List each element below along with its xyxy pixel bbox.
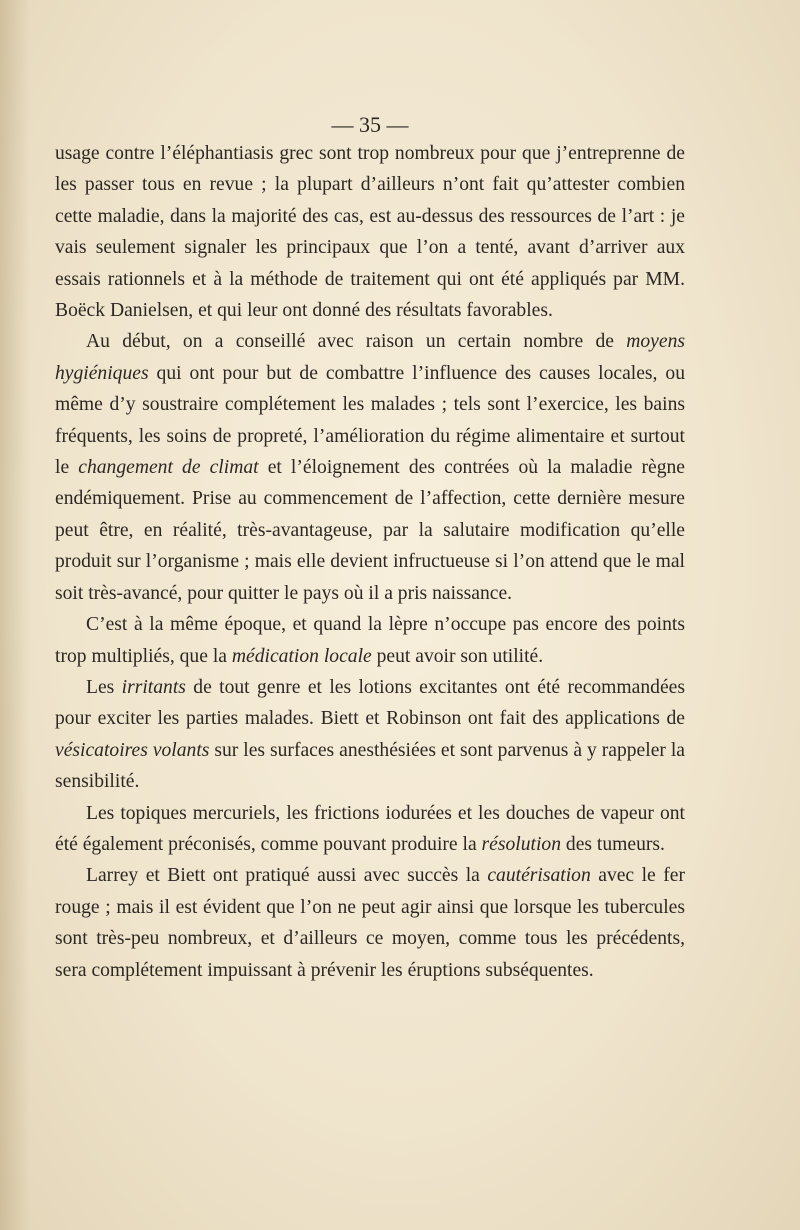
body-text [55, 138, 685, 986]
page-gutter-shadow [0, 0, 30, 1230]
italic-text: moyens hygiéniques [55, 331, 685, 384]
italic-text: irritants [121, 676, 186, 698]
paragraph [55, 138, 685, 326]
italic-text: vésicatoires volants [55, 739, 210, 761]
text-run: C’est à la même époque, et quand la lèpre n’occupe pas encore des points trop multipliés, que la [55, 614, 685, 667]
text-run: et l’éloignement des contrées où la maladie règne endémiquement. Prise au commencement de l’affection, cette dernière mesure peut être, en réalité, très-avantageuse, par la salutaire modification qu’elle produit sur l’organisme ; mais elle devient infructueuse si l’on attend que le mal soit très-avancé, pour quitter le pays où il a pris naissance. [55, 457, 685, 604]
text-run: de tout genre et les lotions excitantes ont été recommandées pour exciter les parties malades. Biett et Robinson ont fait des applications de [55, 676, 685, 730]
text-run: avec le fer rouge ; mais il est évident que l’on ne peut agir ainsi que lorsque les tubercules sont très-peu nombreux, et d’ailleurs ce moyen, comme tous les précédents, sera complétement impuissant à prévenir les éruptions subséquentes. [55, 865, 685, 981]
italic-text: médication locale [231, 645, 372, 667]
text-run: peut avoir son utilité. [371, 645, 544, 667]
text-run: sur les surfaces anesthésiées et sont parvenus à y rappeler la sensibilité. [55, 739, 686, 793]
text-run: Les [86, 676, 122, 698]
paragraph [55, 672, 685, 798]
page-number: — 35 — [331, 112, 409, 137]
paragraph [55, 609, 685, 672]
text-run: usage contre l’éléphantiasis grec sont trop nombreux pour que j’entreprenne de les passer tous en revue ; la plupart d’ailleurs n’ont fait qu’attester combien cette maladie, dans la majorité des cas, est au-dessus des ressources de l’art : je vais seulement signaler les principaux que l’on a tenté, avant d’arriver aux essais rationnels et à la méthode de traitement qui ont été appliqués par MM. Boëck Danielsen, et qui leur ont donné des résultats favorables. [55, 143, 685, 322]
italic-text: cautérisation [487, 865, 591, 887]
text-run: des tumeurs. [561, 833, 665, 855]
italic-text: résolution [481, 833, 562, 855]
paragraph [55, 326, 685, 609]
paragraph [55, 860, 685, 986]
text-run: Au début, on a conseillé avec raison un certain nombre de [86, 331, 627, 353]
text-run: qui ont pour but de combattre l’influence des causes locales, ou même d’y soustraire complétement les malades ; tels sont l’exercice, les bains fréquents, les soins de propreté, l’amélioration du régime alimentaire et surtout le [55, 362, 685, 479]
text-run: Larrey et Biett ont pratiqué aussi avec succès la [86, 865, 488, 887]
italic-text: changement de climat [78, 457, 259, 479]
text-run: Les topiques mercuriels, les frictions iodurées et les douches de vapeur ont été également préconisés, comme pouvant produire la [55, 802, 685, 855]
paragraph [55, 798, 685, 861]
